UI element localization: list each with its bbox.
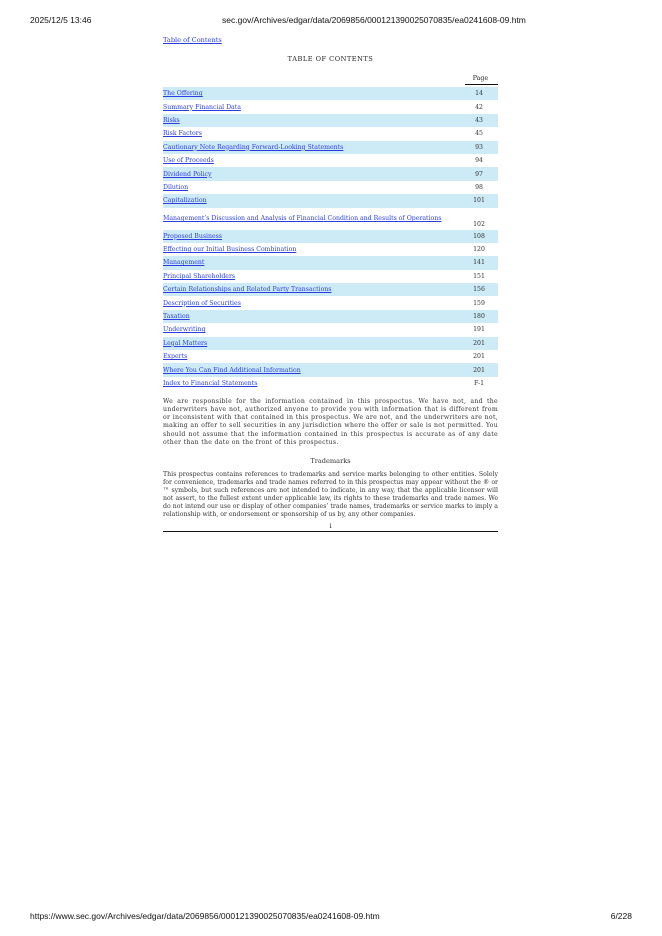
toc-entry-link[interactable]: Dividend Policy bbox=[163, 170, 212, 178]
toc-entry-link[interactable]: Summary Financial Data bbox=[163, 103, 241, 111]
toc-row bbox=[163, 127, 498, 140]
toc-entry-cell bbox=[163, 181, 460, 194]
toc-entry-cell bbox=[163, 127, 460, 140]
toc-row bbox=[163, 337, 498, 350]
toc-row bbox=[163, 270, 498, 283]
toc-entry-link[interactable]: Certain Relationships and Related Party Transactions bbox=[163, 286, 332, 294]
toc-entry-cell bbox=[163, 377, 460, 390]
toc-page-number: 156 bbox=[460, 283, 498, 296]
toc-row bbox=[163, 243, 498, 256]
toc-row bbox=[163, 323, 498, 336]
page-number: i bbox=[329, 522, 332, 531]
document-content bbox=[163, 36, 498, 532]
toc-entry-link[interactable]: The Offering bbox=[163, 90, 203, 98]
toc-row bbox=[163, 230, 498, 243]
toc-page-number: 45 bbox=[475, 130, 483, 138]
toc-page-number: 201 bbox=[473, 353, 485, 361]
toc-entry-cell bbox=[163, 141, 460, 154]
toc-entry-cell bbox=[163, 270, 460, 283]
page-column-header: Page bbox=[472, 75, 488, 82]
toc-entry-link[interactable]: Risk Factors bbox=[163, 130, 202, 138]
toc-entry-cell bbox=[163, 154, 460, 167]
trademarks-paragraph: This prospectus contains references to trademarks and service marks belonging to other entities. Solely for convenience, trademarks and trade names referred to in this prospectus may appear without the ® or ™ symbols, but such references are not intended to indicate, in any way, that the applicable licensor will not assert, to the fullest extent under applicable law, its rights to these trademarks and trade names. We do not intend our use or display of other companies’ trade names, trademarks or service marks to imply a relationship with, or endorsement or sponsorship of us by, any other companies. bbox=[163, 470, 498, 519]
toc-row bbox=[163, 283, 498, 296]
toc-entry-cell bbox=[163, 243, 460, 256]
toc-entry-cell bbox=[163, 167, 460, 180]
toc-entry-cell bbox=[163, 350, 460, 363]
toc-entry-cell bbox=[163, 256, 460, 269]
toc-page-number: 159 bbox=[473, 299, 485, 307]
toc-entry-cell bbox=[163, 363, 460, 376]
toc-entry-link[interactable]: Legal Matters bbox=[163, 339, 208, 347]
toc-entry-link[interactable]: Management bbox=[163, 259, 205, 267]
toc-page-number: 43 bbox=[460, 114, 498, 127]
toc-page-number: 191 bbox=[473, 326, 485, 334]
toc-row bbox=[163, 141, 498, 154]
toc-row bbox=[163, 167, 498, 180]
toc-entry-cell bbox=[163, 337, 460, 350]
toc-entry-link[interactable]: Where You Can Find Additional Information bbox=[163, 366, 301, 374]
toc-page-number: 97 bbox=[460, 167, 498, 180]
toc-entry-cell bbox=[163, 87, 460, 100]
toc-row bbox=[163, 377, 498, 390]
toc-title: TABLE OF CONTENTS bbox=[287, 55, 374, 63]
toc-row bbox=[163, 114, 498, 127]
trademarks-heading: Trademarks bbox=[310, 456, 351, 465]
toc-page-number: 201 bbox=[460, 337, 498, 350]
toc-entry-cell bbox=[163, 208, 460, 230]
toc-row bbox=[163, 363, 498, 376]
toc-row bbox=[163, 256, 498, 269]
toc-table bbox=[163, 87, 498, 390]
toc-row bbox=[163, 350, 498, 363]
toc-entry-cell bbox=[163, 194, 460, 207]
toc-entry-link[interactable]: Principal Shareholders bbox=[163, 272, 236, 280]
responsibility-paragraph: We are responsible for the information contained in this prospectus. We have not, and the underwriters have not, authorized anyone to provide you with information that is different from or inconsistent with that contained in this prospectus. We are not, and the underwriters are not, making an offer to sell securities in any jurisdiction where the offer or sale is not permitted. You should not assume that the information contained in this prospectus is accurate as of any date other than the date on the front of this prospectus. bbox=[163, 398, 498, 446]
page-column-rule bbox=[465, 84, 498, 85]
table-of-contents-link[interactable]: Table of Contents bbox=[163, 36, 222, 44]
toc-row bbox=[163, 87, 498, 100]
toc-entry-link[interactable]: Effecting our Initial Business Combination bbox=[163, 246, 297, 254]
toc-entry-link[interactable]: Risks bbox=[163, 116, 180, 124]
toc-entry-link[interactable]: Management’s Discussion and Analysis of Financial Condition and Results of Operations bbox=[163, 215, 442, 223]
toc-page-number: 42 bbox=[475, 103, 483, 111]
toc-row bbox=[163, 310, 498, 323]
toc-page-number: 101 bbox=[460, 194, 498, 207]
toc-entry-link[interactable]: Cautionary Note Regarding Forward-Looking Statements bbox=[163, 143, 344, 151]
toc-entry-link[interactable]: Proposed Business bbox=[163, 232, 222, 240]
toc-entry-cell bbox=[163, 283, 460, 296]
page-bottom-rule bbox=[163, 531, 498, 532]
toc-page-number: 98 bbox=[475, 183, 483, 191]
toc-row bbox=[163, 100, 498, 113]
toc-entry-link[interactable]: Index to Financial Statements bbox=[163, 380, 258, 387]
toc-row bbox=[163, 194, 498, 207]
toc-entry-cell bbox=[163, 310, 460, 323]
toc-entry-link[interactable]: Dilution bbox=[163, 183, 189, 191]
toc-entry-link[interactable]: Use of Proceeds bbox=[163, 157, 214, 165]
toc-entry-link[interactable]: Experts bbox=[163, 353, 188, 361]
toc-page-number: 102 bbox=[473, 220, 485, 228]
toc-entry-link[interactable]: Taxation bbox=[163, 313, 190, 321]
toc-page-number: 108 bbox=[460, 230, 498, 243]
page-url-title: sec.gov/Archives/edgar/data/2069856/000121390025070835/ea0241608-09.htm bbox=[222, 15, 526, 25]
toc-entry-link[interactable]: Underwriting bbox=[163, 326, 206, 334]
toc-entry-link[interactable]: Capitalization bbox=[163, 197, 207, 205]
toc-page-number: 120 bbox=[473, 246, 485, 254]
toc-entry-cell bbox=[163, 114, 460, 127]
toc-row bbox=[163, 208, 498, 230]
footer-page-count: 6/228 bbox=[610, 911, 632, 921]
toc-entry-cell bbox=[163, 323, 460, 336]
footer-url: https://www.sec.gov/Archives/edgar/data/2069856/000121390025070835/ea0241608-09.htm bbox=[30, 911, 380, 921]
toc-row bbox=[163, 154, 498, 167]
print-datetime: 2025/12/5 13:46 bbox=[30, 15, 92, 25]
toc-page-number: 141 bbox=[460, 256, 498, 269]
toc-entry-link[interactable]: Description of Securities bbox=[163, 299, 241, 307]
toc-entry-cell bbox=[163, 100, 460, 113]
toc-page-number: 151 bbox=[473, 272, 485, 280]
toc-page-number: 201 bbox=[460, 363, 498, 376]
toc-entry-cell bbox=[163, 230, 460, 243]
toc-row bbox=[163, 296, 498, 309]
toc-page-number: 180 bbox=[460, 310, 498, 323]
toc-page-number: 93 bbox=[460, 141, 498, 154]
toc-entry-cell bbox=[163, 296, 460, 309]
toc-page-number: 14 bbox=[460, 87, 498, 100]
toc-page-number: 94 bbox=[475, 157, 483, 165]
toc-page-number: F-1 bbox=[473, 380, 485, 387]
toc-row bbox=[163, 181, 498, 194]
